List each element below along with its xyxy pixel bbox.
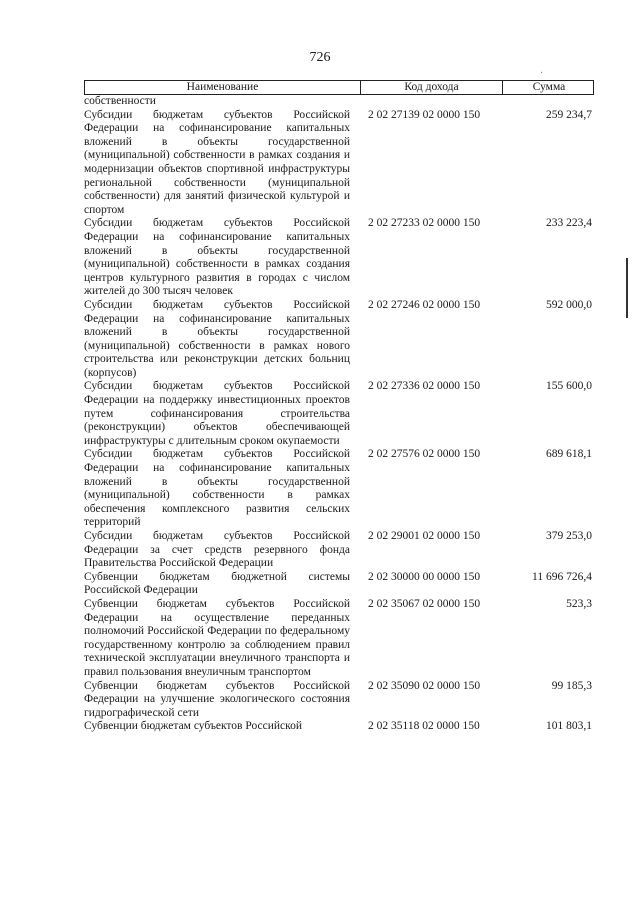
table-row (84, 598, 594, 680)
row-sum: 99 185,3 (551, 679, 592, 692)
row-sum: 259 234,7 (546, 108, 592, 121)
table-row (84, 448, 594, 530)
table-header (84, 80, 594, 95)
row-code: 2 02 35090 02 0000 150 (368, 679, 481, 692)
table-row (84, 720, 594, 734)
row-sum (502, 95, 594, 109)
row-code: 2 02 27233 02 0000 150 (368, 217, 481, 230)
header-name: Наименование (85, 81, 361, 94)
row-name: Субсидии бюджетам субъектов Российской Федерации за счет средств резервного фонда Правительства Российской Федерации (84, 530, 350, 570)
row-name: Субвенции бюджетам субъектов Российской Федерации на осуществление переданных полномочий Российской Федерации по федеральному государственному контролю за соблюдением правил технической эксплуатации внеуличного транспорта и правил пользования внеуличным транспортом (84, 597, 350, 678)
scan-mark: · (540, 68, 544, 79)
row-name: Субсидии бюджетам субъектов Российской Федерации на поддержку инвестиционных проектов путем софинансирования строительства (реконструкции) объектов обеспечивающей инфраструктуры с длительным сроком окупаемости (84, 380, 350, 447)
row-sum: 233 223,4 (546, 217, 592, 230)
table-row (84, 380, 594, 448)
row-name: Субвенции бюджетам бюджетной системы Российской Федерации (84, 570, 350, 597)
row-code: 2 02 27336 02 0000 150 (368, 380, 481, 393)
row-sum: 592 000,0 (546, 298, 592, 311)
table-row (84, 530, 594, 571)
row-sum: 101 803,1 (546, 720, 592, 733)
row-name: Субсидии бюджетам субъектов Российской Федерации на софинансирование капитальных вложений в объекты государственной (муниципальной) собственности в рамках обеспечения комплексного развития сельских территорий (84, 448, 350, 529)
row-code: 2 02 30000 00 0000 150 (368, 570, 481, 583)
row-code: 2 02 35067 02 0000 150 (368, 597, 481, 610)
row-name: собственности (84, 95, 156, 107)
row-name: Субсидии бюджетам субъектов Российской Федерации на софинансирование капитальных вложений в объекты государственной (муниципальной) собственности в рамках нового строительства или реконструкции детских больниц (корпусов) (84, 298, 350, 379)
page-number: 726 (309, 50, 331, 65)
table-row (84, 95, 594, 109)
table-row (84, 571, 594, 598)
row-code: 2 02 29001 02 0000 150 (368, 530, 481, 542)
row-sum: 155 600,0 (546, 380, 592, 393)
table-row (84, 680, 594, 721)
row-name: Субвенции бюджетам субъектов Российской (84, 720, 303, 733)
table-body (84, 95, 594, 734)
row-code: 2 02 27246 02 0000 150 (368, 298, 481, 311)
row-code: 2 02 35118 02 0000 150 (368, 720, 480, 733)
row-name: Субсидии бюджетам субъектов Российской Федерации на софинансирование капитальных вложений в объекты государственной (муниципальной) собственности в рамках создания центров культурного развития в городах с числом жителей до 300 тысяч человек (84, 217, 350, 298)
row-sum: 689 618,1 (546, 448, 592, 461)
row-name: Субвенции бюджетам субъектов Российской Федерации на улучшение экологического состояния гидрографической сети (84, 679, 350, 719)
table-row (84, 217, 594, 299)
row-code: 2 02 27139 02 0000 150 (368, 108, 481, 121)
revenue-table (84, 80, 594, 734)
header-sum: Сумма (532, 81, 566, 93)
header-code: Код дохода (361, 81, 503, 94)
row-sum: 523,3 (566, 597, 592, 610)
row-code: 2 02 27576 02 0000 150 (368, 448, 481, 461)
row-code (360, 95, 502, 109)
row-sum: 11 696 726,4 (532, 570, 592, 583)
row-name: Субсидии бюджетам субъектов Российской Федерации на софинансирование капитальных вложений в объекты государственной (муниципальной) собственности в рамках создания и модернизации объектов спортивной инфраструктуры региональной собственности (муниципальной собственности) для занятий физической культурой и спортом (84, 108, 350, 216)
table-row (84, 299, 594, 381)
margin-mark (626, 258, 628, 318)
row-sum: 379 253,0 (546, 530, 592, 542)
table-row (84, 109, 594, 218)
